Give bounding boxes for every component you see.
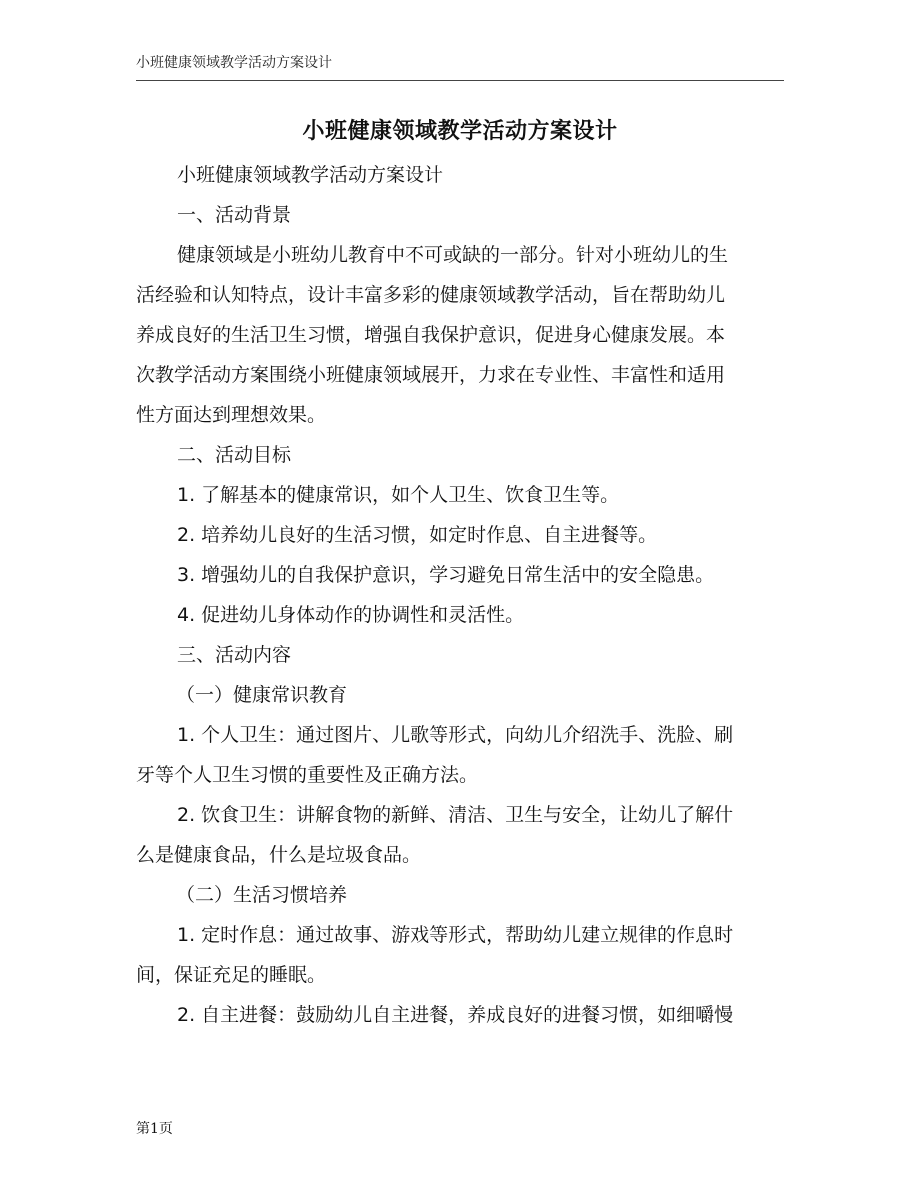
body-line: 1. 个人卫生：通过图片、儿歌等形式，向幼儿介绍洗手、洗脸、刷 [177,724,734,746]
body-line: （一）健康常识教育 [176,684,348,706]
body-line: 2. 自主进餐：鼓励幼儿自主进餐，养成良好的进餐习惯，如细嚼慢 [177,1004,734,1026]
body-line: 3. 增强幼儿的自我保护意识，学习避免日常生活中的安全隐患。 [177,564,715,586]
body-line: 牙等个人卫生习惯的重要性及正确方法。 [136,764,479,786]
body-line: 性方面达到理想效果。 [136,404,327,426]
body-line: 2. 饮食卫生：讲解食物的新鲜、清洁、卫生与安全，让幼儿了解什 [177,804,734,826]
body-line: 健康领域是小班幼儿教育中不可或缺的一部分。针对小班幼儿的生 [177,244,729,266]
body-line: 1. 了解基本的健康常识，如个人卫生、饮食卫生等。 [177,484,620,506]
body-line: 2. 培养幼儿良好的生活习惯，如定时作息、自主进餐等。 [177,524,658,546]
body-line: （二）生活习惯培养 [176,884,348,906]
body-line: 二、活动目标 [177,444,292,466]
body-line: 1. 定时作息：通过故事、游戏等形式，帮助幼儿建立规律的作息时 [177,924,734,946]
body-line: 活经验和认知特点，设计丰富多彩的健康领域教学活动，旨在帮助幼儿 [136,284,726,306]
body-line: 小班健康领域教学活动方案设计 [177,164,444,186]
body-line: 次教学活动方案围绕小班健康领域展开，力求在专业性、丰富性和适用 [136,364,726,386]
header-divider [136,80,784,81]
page-number: 第1页 [136,1121,173,1137]
body-line: 养成良好的生活卫生习惯，增强自我保护意识，促进身心健康发展。本 [136,324,726,346]
body-line: 间，保证充足的睡眠。 [136,964,327,986]
body-line: 一、活动背景 [177,204,292,226]
document-body [136,155,786,1035]
document-title: 小班健康领域教学活动方案设计 [302,119,618,144]
running-header: 小班健康领域教学活动方案设计 [136,55,332,71]
body-line: 么是健康食品，什么是垃圾食品。 [136,844,422,866]
body-line: 4. 促进幼儿身体动作的协调性和灵活性。 [177,604,525,626]
body-line: 三、活动内容 [177,644,292,666]
